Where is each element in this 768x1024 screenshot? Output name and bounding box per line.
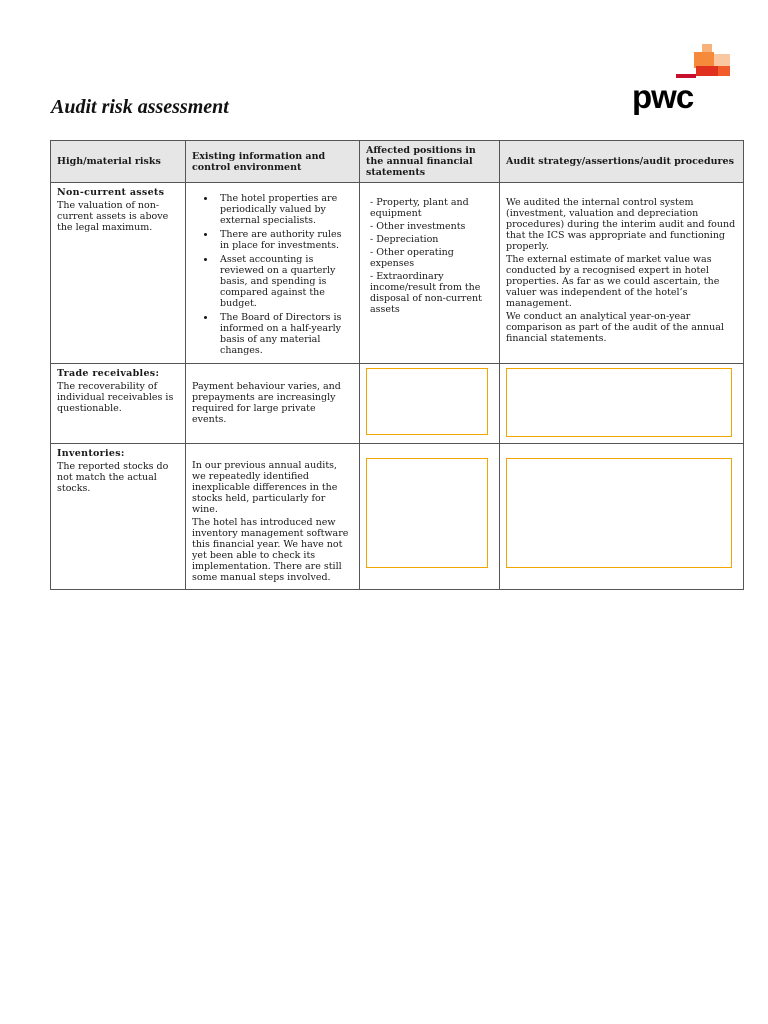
risk-assessment-table [50,140,744,590]
info-cell [186,364,360,444]
info-list [192,193,353,356]
positions-answer-box[interactable] [366,458,488,568]
column-header-positions: Affected positions in the annual financial statements [360,141,500,183]
positions-list [366,197,493,315]
risk-title: Non-current assets [57,187,165,198]
list-item: • Asset accounting is reviewed on a quarterly basis, and spending is compared against the budget. [216,254,353,309]
column-header-risks: High/material risks [51,141,186,183]
table-row [51,364,744,444]
info-paragraph: The hotel has introduced new inventory management software this financial year. We have not yet been able to check its implementation. There are still some manual steps involved. [192,517,349,583]
page-title: Audit risk assessment [51,96,229,118]
risk-description: The recoverability of individual receivables is questionable. [57,381,174,414]
table-header-row [51,141,744,183]
list-item: • There are authority rules in place for investments. [216,229,353,251]
pwc-logo [630,44,734,118]
positions-cell [360,444,500,590]
list-item: - Other investments [370,221,466,232]
list-item: • The hotel properties are periodically valued by external specialists. [216,193,353,226]
risk-description: The valuation of non-current assets is above the legal maximum. [57,200,169,233]
column-header-info: Existing information and control environment [186,141,360,183]
list-item: • The Board of Directors is informed on a half-yearly basis of any material changes. [216,312,353,356]
info-cell [186,183,360,364]
strategy-cell [500,444,744,590]
logo-wordmark: pwc [632,78,694,115]
strategy-cell [500,364,744,444]
column-header-strategy: Audit strategy/assertions/audit procedures [500,141,744,183]
list-item: - Property, plant and equipment [370,197,469,219]
positions-cell [360,183,500,364]
risk-title: Inventories: [57,448,125,459]
risk-title: Trade receivables: [57,368,160,379]
info-cell [186,444,360,590]
strategy-answer-box[interactable] [506,458,732,568]
table-row [51,444,744,590]
strategy-cell [500,183,744,364]
table-row [51,183,744,364]
info-paragraph: Payment behaviour varies, and prepayments are increasingly required for large private events. [192,381,341,425]
strategy-paragraph: The external estimate of market value was conducted by a recognised expert in hotel properties. As far as we could ascertain, the valuer was independent of the hotel’s management. [506,254,720,309]
positions-answer-box[interactable] [366,368,488,435]
list-item: - Depreciation [370,234,439,245]
info-paragraph: In our previous annual audits, we repeatedly identified inexplicable differences in the stocks held, particularly for wine. [192,460,338,515]
logo-square-icon [696,66,720,76]
strategy-answer-box[interactable] [506,368,732,437]
risk-cell [51,364,186,444]
list-item: - Other operating expenses [370,247,454,269]
risk-cell [51,183,186,364]
positions-cell [360,364,500,444]
logo-square-icon [718,66,730,76]
risk-description: The reported stocks do not match the actual stocks. [57,461,169,494]
list-item: - Extraordinary income/result from the disposal of non-current assets [370,271,482,315]
risk-cell [51,444,186,590]
strategy-paragraph: We conduct an analytical year-on-year comparison as part of the audit of the annual financial statements. [506,311,724,344]
strategy-paragraph: We audited the internal control system (investment, valuation and depreciation procedures) during the interim audit and found that the ICS was appropriate and functioning properly. [506,197,736,252]
